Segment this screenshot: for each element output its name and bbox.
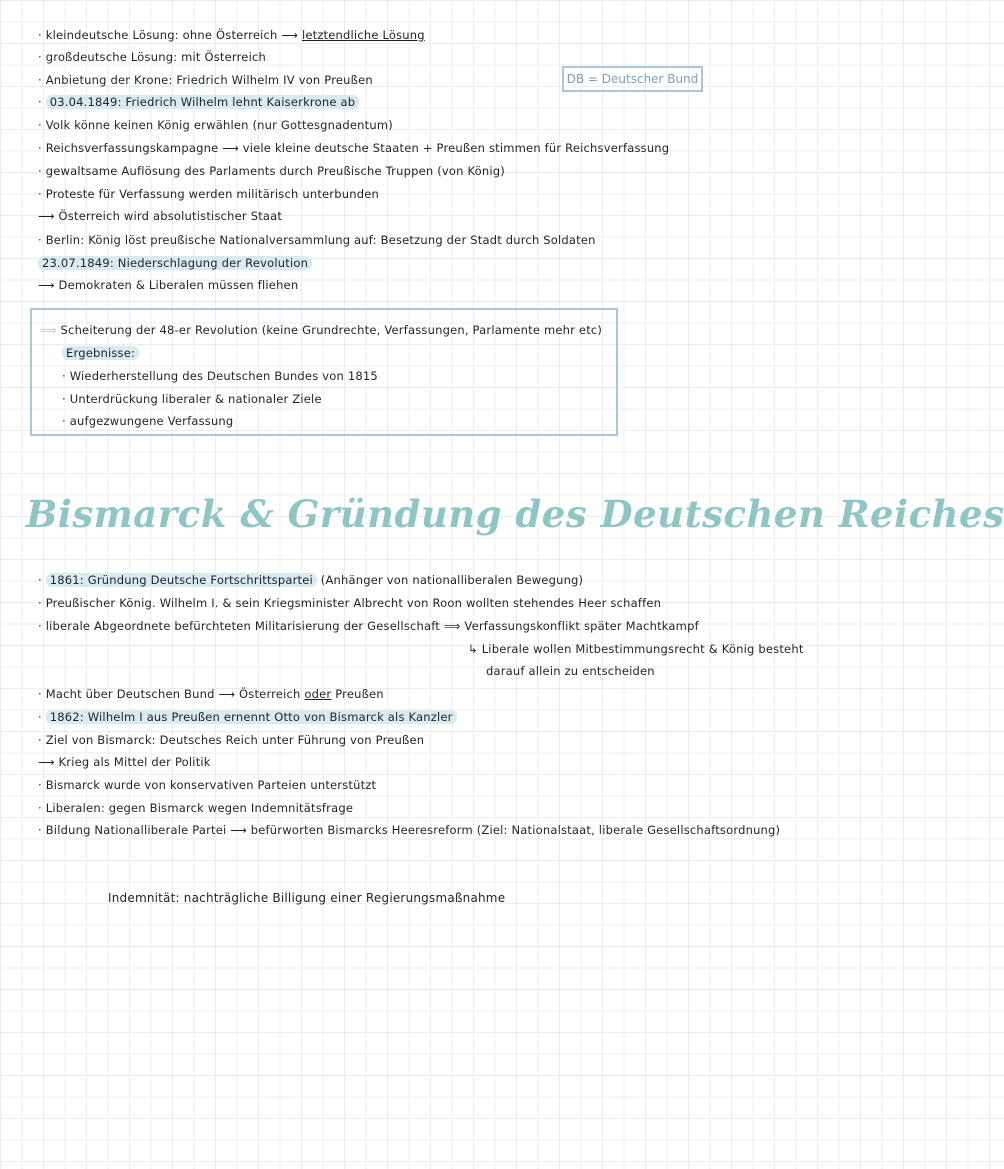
note-proteste: · Proteste für Verfassung werden militärisch unterbunden: [38, 187, 379, 201]
summary-heading: Ergebnisse:: [62, 345, 139, 361]
definition-indemnitaet: Indemnität: nachträgliche Billigung einer Regierungsmaßnahme: [108, 891, 506, 905]
note-ziel: · Ziel von Bismarck: Deutsches Reich unter Führung von Preußen: [38, 733, 425, 747]
note-1861: · 1861: Gründung Deutsche Fortschrittspartei (Anhänger von nationalliberalen Bewegung): [38, 573, 584, 587]
summary-line1: ⟹ Scheiterung der 48-er Revolution (keine Grundrechte, Verfassungen, Parlamente mehr etc): [40, 323, 603, 337]
note-1849-04: · 03.04.1849: Friedrich Wilhelm lehnt Kaiserkrone ab: [38, 94, 359, 110]
note-macht: · Macht über Deutschen Bund ⟶ Österreich oder Preußen: [38, 687, 384, 701]
summary-item: · Unterdrückung liberaler & nationaler Ziele: [62, 392, 322, 406]
note-wilhelm-roon: · Preußischer König. Wilhelm I. & sein Kriegsminister Albrecht von Roon wollten stehendes Heer schaffen: [38, 596, 662, 610]
note-kampagne: · Reichsverfassungskampagne ⟶ viele kleine deutsche Staaten + Preußen stimmen für Reichsverfassung: [38, 141, 670, 155]
summary-item: · Wiederherstellung des Deutschen Bundes von 1815: [62, 369, 378, 383]
note-anbietung: · Anbietung der Krone: Friedrich Wilhelm IV von Preußen: [38, 73, 373, 87]
note-entscheiden: darauf allein zu entscheiden: [486, 664, 655, 678]
note-oesterreich: ⟶ Österreich wird absolutistischer Staat: [38, 209, 283, 223]
note-fliehen: ⟶ Demokraten & Liberalen müssen fliehen: [38, 278, 299, 292]
note-grossdeutsch: · großdeutsche Lösung: mit Österreich: [38, 50, 266, 64]
note-militarisierung: · liberale Abgeordnete befürchteten Militarisierung der Gesellschaft ⟹ Verfassungskonflikt später Machtkampf: [38, 619, 699, 633]
note-berlin: · Berlin: König löst preußische Nationalversammlung auf: Besetzung der Stadt durch Soldaten: [38, 233, 596, 247]
note-1849-07: 23.07.1849: Niederschlagung der Revolution: [38, 255, 312, 271]
note-mitbestimmung: ↳ Liberale wollen Mitbestimmungsrecht & König besteht: [468, 642, 804, 656]
final-solution-text: letztendliche Lösung: [301, 28, 425, 42]
note-aufloesung: · gewaltsame Auflösung des Parlaments durch Preußische Truppen (von König): [38, 164, 505, 178]
note-1862: · 1862: Wilhelm I aus Preußen ernennt Otto von Bismarck als Kanzler: [38, 709, 457, 725]
note-konservativ: · Bismarck wurde von konservativen Parteien unterstützt: [38, 778, 377, 792]
db-note-box: DB = Deutscher Bund: [562, 66, 703, 92]
note-liberalen: · Liberalen: gegen Bismarck wegen Indemnitätsfrage: [38, 801, 354, 815]
note-nationalliberal: · Bildung Nationalliberale Partei ⟶ befürworten Bismarcks Heeresreform (Ziel: Nationalstaat, liberale Gesellschaftsordnung): [38, 823, 781, 837]
arrow-right-icon: ⟹: [40, 323, 57, 337]
summary-item: · aufgezwungene Verfassung: [62, 414, 234, 428]
page-title: Bismarck & Gründung des Deutschen Reiches: [26, 492, 1004, 536]
note-krieg: ⟶ Krieg als Mittel der Politik: [38, 755, 211, 769]
note-kleindeutsch: · kleindeutsche Lösung: ohne Österreich ⟶ letztendliche Lösung: [38, 28, 425, 42]
note-volk: · Volk könne keinen König erwählen (nur Gottesgnadentum): [38, 118, 393, 132]
